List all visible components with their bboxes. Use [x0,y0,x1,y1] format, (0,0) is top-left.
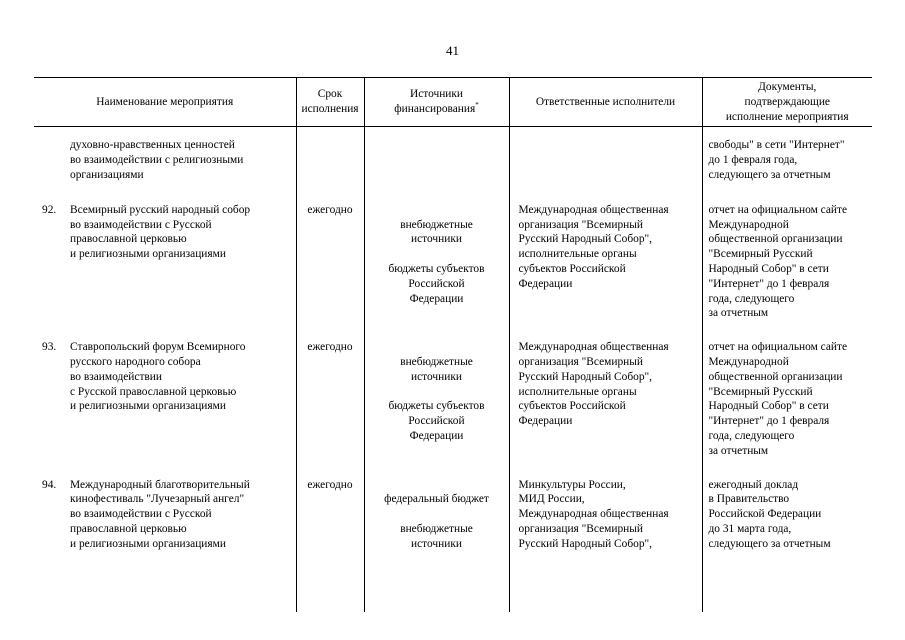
header-term: Срок исполнения [296,78,364,127]
cell-funding [364,127,509,203]
page-number: 41 [446,43,459,58]
cell-term [296,127,364,203]
measure-name: Международный благотворительный кинофестиваль "Лучезарный ангел" во взаимодействии с Русской православной церковью и религиозными организациями [70,478,250,550]
cell-documents: отчет на официальном сайте Международной общественной организации "Всемирный Русский Народный Собор" в сети "Интернет" до 1 февраля года, следующего за отчетным [702,203,872,340]
row-number: 94. [42,478,57,491]
row-number: 93. [42,341,57,354]
cell-responsible [509,127,702,203]
row-number: 92. [42,203,57,216]
table-row [34,340,872,477]
cell-name [34,203,296,340]
cell-name [34,127,296,203]
table-header-row [34,78,872,127]
cell-responsible: Международная общественная организация "Всемирный Русский Народный Собор", исполнительные органы субъектов Российской Федерации [509,340,702,477]
cell-documents: свободы" в сети "Интернет" до 1 февраля года, следующего за отчетным [702,127,872,203]
measure-name: Ставропольский форум Всемирного русского народного собора во взаимодействии с Русской православной церковью и религиозными организациями [70,341,246,413]
cell-documents: отчет на официальном сайте Международной общественной организации "Всемирный Русский Народный Собор" в сети "Интернет" до 1 февраля года, следующего за отчетным [702,340,872,477]
funding-source-1: внебюджетные источники [400,218,473,246]
cell-term: ежегодно [296,478,364,612]
table-row [34,203,872,340]
row-number [37,138,70,182]
funding-source-1: внебюджетные источники [400,355,473,383]
cell-term: ежегодно [296,340,364,477]
cell-funding [364,340,509,477]
funding-source-2: внебюджетные источники [400,522,473,550]
cell-funding [364,478,509,612]
footnote-mark: * [475,101,479,110]
funding-source-1: федеральный бюджет [384,493,489,506]
cell-funding [364,203,509,340]
cell-responsible: Минкультуры России, МИД России, Международная общественная организация "Всемирный Русский Народный Собор", [509,478,702,612]
table-row [34,478,872,612]
cell-documents: ежегодный доклад в Правительство Российской Федерации до 31 марта года, следующего за отчетным [702,478,872,612]
header-funding-label: Источники финансирования [394,88,476,116]
cell-name [34,340,296,477]
header-funding [364,78,509,127]
cell-term: ежегодно [296,203,364,340]
header-name: Наименование мероприятия [34,78,296,127]
measures-table [34,77,872,612]
measure-name: Всемирный русский народный собор во взаимодействии с Русской православной церковью и религиозными организациями [70,203,251,261]
funding-source-2: бюджеты субъектов Российской Федерации [388,400,485,442]
header-responsible: Ответственные исполнители [509,78,702,127]
cell-responsible: Международная общественная организация "Всемирный Русский Народный Собор", исполнительные органы субъектов Российской Федерации [509,203,702,340]
header-documents: Документы, подтверждающие исполнение мероприятия [702,78,872,127]
funding-source-2: бюджеты субъектов Российской Федерации [388,262,485,305]
table-row [34,127,872,203]
cell-name [34,478,296,612]
measure-name: духовно-нравственных ценностей во взаимодействии с религиозными организациями [70,139,244,181]
